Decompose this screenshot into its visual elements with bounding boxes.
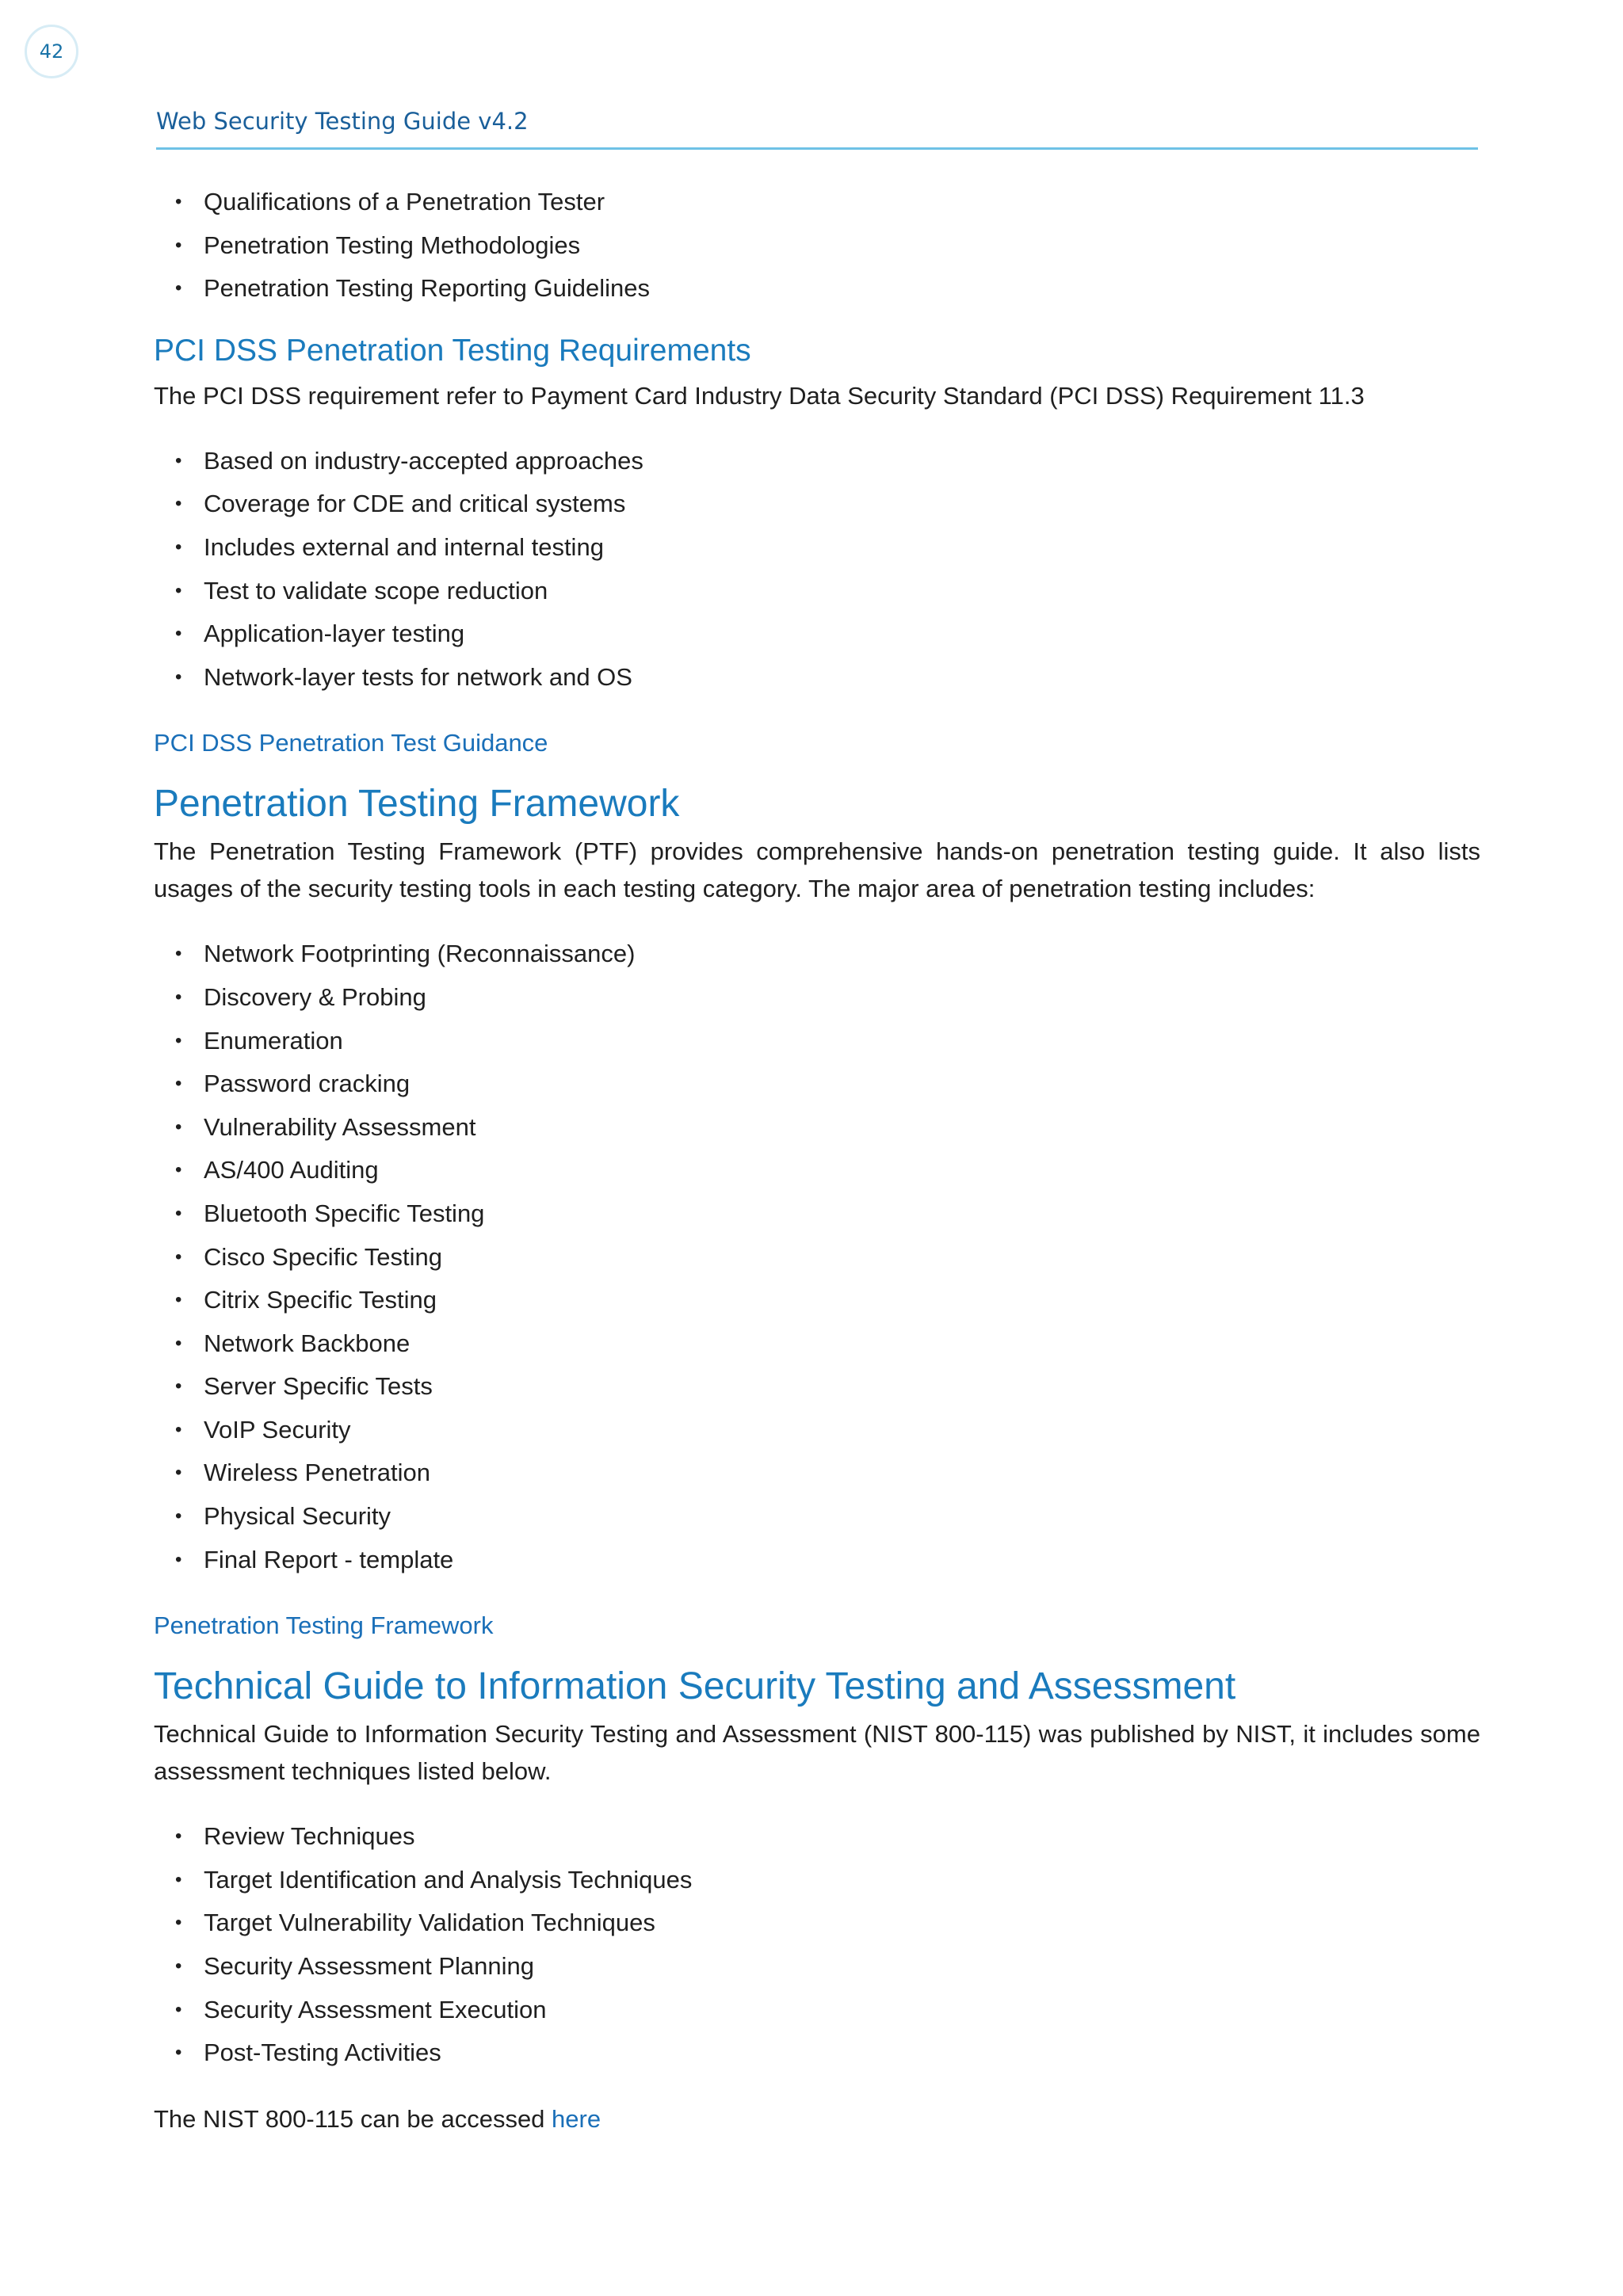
list-item bbox=[154, 1495, 1480, 1539]
list-item-text: Final Report - template bbox=[204, 1545, 454, 1573]
list-item-text: Network Footprinting (Reconnaissance) bbox=[204, 940, 636, 968]
list-item bbox=[154, 1945, 1480, 1989]
bullet-icon: • bbox=[175, 277, 182, 299]
list-item-text: Target Identification and Analysis Techniques bbox=[204, 1865, 693, 1894]
bullet-icon: • bbox=[175, 579, 182, 601]
bullet-icon: • bbox=[175, 1998, 182, 2020]
list-item-text: Review Techniques bbox=[204, 1822, 415, 1851]
list-item bbox=[154, 181, 1480, 224]
bullet-icon: • bbox=[175, 1159, 182, 1181]
bullet-icon: • bbox=[175, 1825, 182, 1848]
list-item bbox=[154, 1020, 1480, 1063]
list-item bbox=[154, 1236, 1480, 1280]
list-item-text: Bluetooth Specific Testing bbox=[204, 1199, 485, 1227]
bullet-icon: • bbox=[175, 191, 182, 212]
bullet-icon: • bbox=[175, 1955, 182, 1978]
bullet-icon: • bbox=[175, 1868, 182, 1890]
list-item bbox=[154, 1322, 1480, 1366]
page-number-badge bbox=[25, 25, 78, 78]
list-item bbox=[154, 1989, 1480, 2032]
list-item bbox=[154, 1192, 1480, 1236]
list-item-text: Cisco Specific Testing bbox=[204, 1242, 442, 1271]
list-item bbox=[154, 1062, 1480, 1106]
list-item-text: Server Specific Tests bbox=[204, 1372, 433, 1401]
list-item-text: Penetration Testing Methodologies bbox=[204, 231, 581, 259]
list-item bbox=[154, 1409, 1480, 1452]
list-item bbox=[154, 526, 1480, 570]
list-item-text: Post-Testing Activities bbox=[204, 2039, 441, 2067]
list-item-text: VoIP Security bbox=[204, 1415, 351, 1444]
list-item bbox=[154, 656, 1480, 700]
ptf-paragraph: The Penetration Testing Framework (PTF) provides comprehensive hands-on penetration testing guide. It also lists usages of the security testing tools in each testing category. The major area of penetration testing includes: bbox=[154, 837, 1480, 903]
list-item bbox=[154, 1901, 1480, 1945]
pci-requirements-list bbox=[154, 440, 1480, 700]
ptf-areas-list bbox=[154, 933, 1480, 1581]
bullet-icon: • bbox=[175, 536, 182, 558]
bullet-icon: • bbox=[175, 1332, 182, 1354]
list-item-text: Security Assessment Execution bbox=[204, 1995, 547, 2023]
pci-guidance-link[interactable]: PCI DSS Penetration Test Guidance bbox=[154, 729, 548, 757]
list-item-text: Network Backbone bbox=[204, 1329, 411, 1357]
bullet-icon: • bbox=[175, 986, 182, 1008]
list-item-text: Physical Security bbox=[204, 1502, 391, 1531]
bullet-icon: • bbox=[175, 1245, 182, 1268]
list-item bbox=[154, 224, 1480, 268]
list-item-text: Qualifications of a Penetration Tester bbox=[204, 188, 605, 215]
bullet-icon: • bbox=[175, 1418, 182, 1440]
intro-list bbox=[154, 181, 1480, 311]
list-item bbox=[154, 1451, 1480, 1495]
list-item-text: Test to validate scope reduction bbox=[204, 576, 548, 605]
list-item bbox=[154, 2031, 1480, 2075]
running-header: Web Security Testing Guide v4.2 bbox=[156, 108, 529, 135]
list-item bbox=[154, 933, 1480, 976]
bullet-icon: • bbox=[175, 1029, 182, 1051]
bullet-icon: • bbox=[175, 1073, 182, 1095]
bullet-icon: • bbox=[175, 1202, 182, 1224]
pci-heading: PCI DSS Penetration Testing Requirements bbox=[154, 333, 751, 368]
list-item-text: Based on industry-accepted approaches bbox=[204, 446, 643, 475]
ptf-link[interactable]: Penetration Testing Framework bbox=[154, 1611, 494, 1640]
bullet-icon: • bbox=[175, 493, 182, 515]
header-divider bbox=[156, 147, 1478, 150]
pci-paragraph: The PCI DSS requirement refer to Payment Card Industry Data Security Standard (PCI DSS) Requirement 11.3 bbox=[154, 381, 1365, 410]
nist-here-link[interactable]: here bbox=[552, 2104, 601, 2133]
list-item-text: Network-layer tests for network and OS bbox=[204, 662, 632, 691]
bullet-icon: • bbox=[175, 623, 182, 645]
bullet-icon: • bbox=[175, 1912, 182, 1934]
bullet-icon: • bbox=[175, 449, 182, 471]
list-item-text: Wireless Penetration bbox=[204, 1459, 431, 1487]
bullet-icon: • bbox=[175, 1462, 182, 1484]
ptf-heading: Penetration Testing Framework bbox=[154, 783, 680, 826]
list-item-text: AS/400 Auditing bbox=[204, 1156, 379, 1184]
nist-paragraph: Technical Guide to Information Security Testing and Assessment (NIST 800-115) was published by NIST, it includes some assessment techniques listed below. bbox=[154, 1720, 1480, 1786]
list-item bbox=[154, 1279, 1480, 1322]
nist-access-line bbox=[154, 2100, 1480, 2138]
bullet-icon: • bbox=[175, 1505, 182, 1527]
list-item-text: Enumeration bbox=[204, 1026, 343, 1055]
list-item bbox=[154, 1106, 1480, 1150]
bullet-icon: • bbox=[175, 234, 182, 256]
list-item-text: Application-layer testing bbox=[204, 620, 465, 648]
list-item bbox=[154, 267, 1480, 311]
list-item bbox=[154, 976, 1480, 1020]
list-item-text: Vulnerability Assessment bbox=[204, 1112, 476, 1141]
list-item bbox=[154, 482, 1480, 526]
page-content bbox=[154, 181, 1480, 2138]
list-item bbox=[154, 1365, 1480, 1409]
list-item-text: Penetration Testing Reporting Guidelines bbox=[204, 274, 650, 303]
bullet-icon: • bbox=[175, 666, 182, 688]
bullet-icon: • bbox=[175, 1116, 182, 1138]
list-item-text: Includes external and internal testing bbox=[204, 532, 604, 561]
page-number: 42 bbox=[39, 40, 64, 63]
bullet-icon: • bbox=[175, 2042, 182, 2064]
list-item-text: Discovery & Probing bbox=[204, 982, 426, 1011]
list-item-text: Coverage for CDE and critical systems bbox=[204, 490, 626, 518]
list-item-text: Target Vulnerability Validation Techniques bbox=[204, 1909, 655, 1937]
list-item-text: Security Assessment Planning bbox=[204, 1952, 534, 1981]
list-item bbox=[154, 612, 1480, 656]
list-item bbox=[154, 440, 1480, 483]
list-item-text: Citrix Specific Testing bbox=[204, 1286, 437, 1314]
list-item-text: Password cracking bbox=[204, 1070, 411, 1098]
bullet-icon: • bbox=[175, 943, 182, 965]
nist-heading: Technical Guide to Information Security Testing and Assessment bbox=[154, 1665, 1236, 1708]
list-item bbox=[154, 1539, 1480, 1582]
bullet-icon: • bbox=[175, 1375, 182, 1398]
bullet-icon: • bbox=[175, 1289, 182, 1311]
list-item bbox=[154, 1149, 1480, 1192]
list-item bbox=[154, 570, 1480, 613]
nist-access-text: The NIST 800-115 can be accessed bbox=[154, 2104, 552, 2133]
list-item bbox=[154, 1815, 1480, 1859]
bullet-icon: • bbox=[175, 1548, 182, 1570]
nist-techniques-list bbox=[154, 1815, 1480, 2075]
list-item bbox=[154, 1859, 1480, 1902]
